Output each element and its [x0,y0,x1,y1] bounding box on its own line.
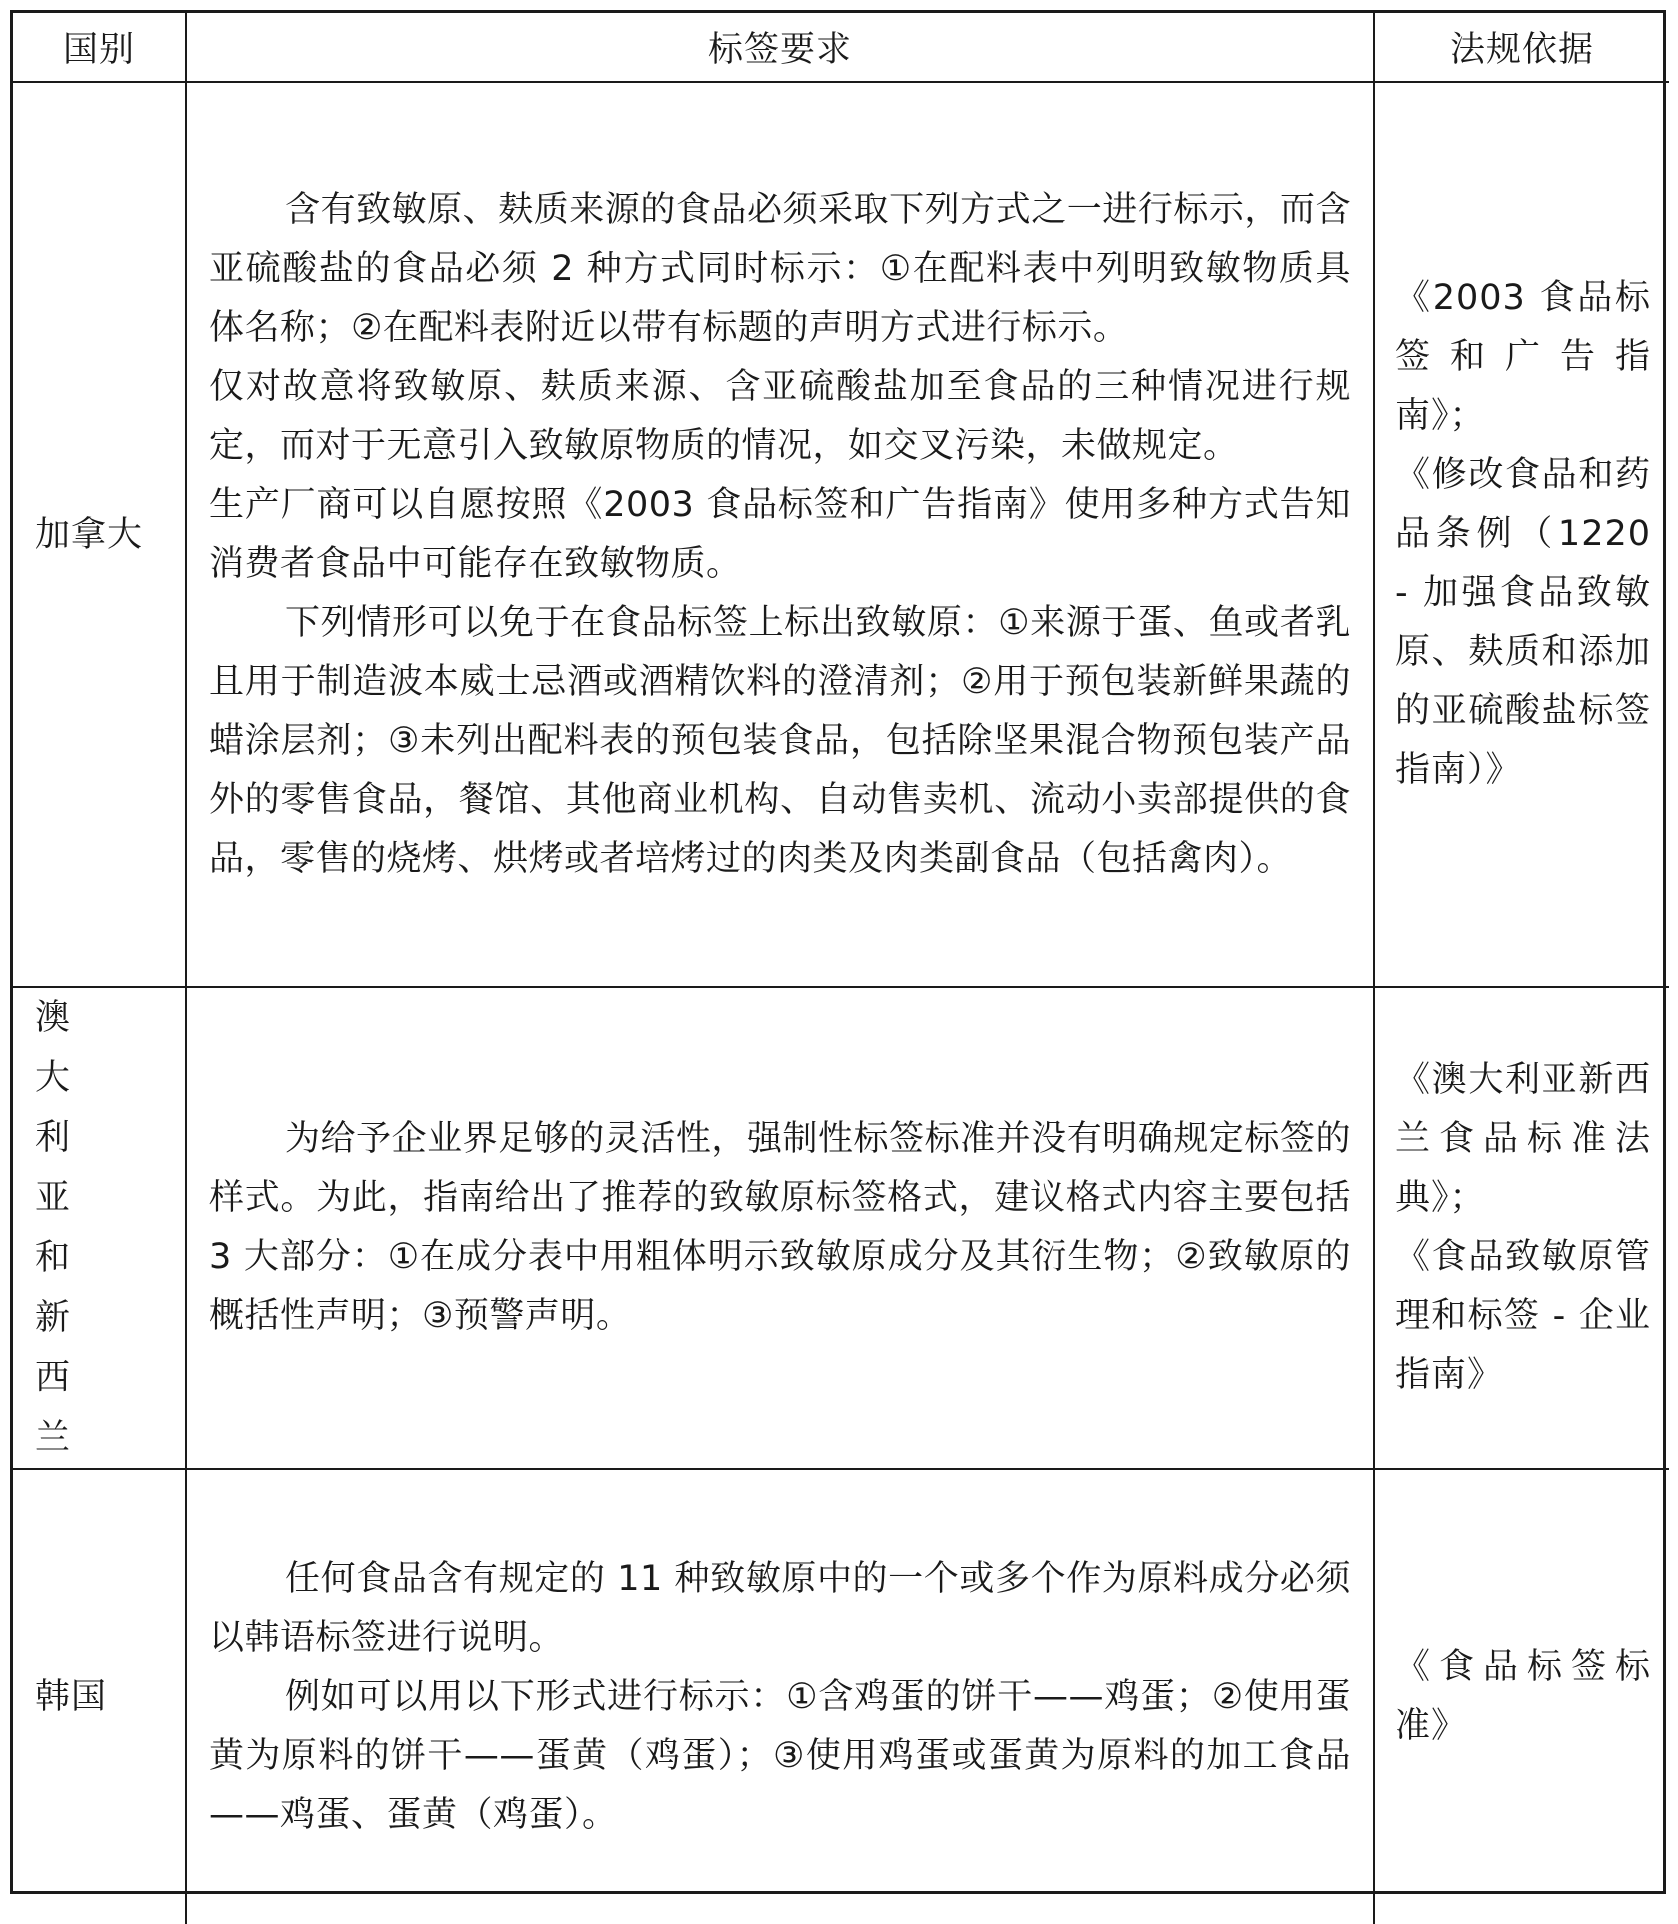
requirement-paragraph: 生产厂商可以自愿按照《2003 食品标签和广告指南》使用多种方式告知消费者食品中可能存在致敏物质。 [209,484,1351,584]
country-name: 澳大利亚和新西兰 [35,998,72,1458]
requirement-cell [186,987,1374,1469]
table-row-korea [13,1469,1669,1924]
header-country: 国别 [13,13,186,82]
table-header-row [13,13,1669,82]
table-row-australia-new-zealand [13,987,1669,1469]
requirement-paragraph: 含有致敏原、麸质来源的食品必须采取下列方式之一进行标示，而含亚硫酸盐的食品必须 2 种方式同时标示：①在配料表中列明致敏物质具体名称；②在配料表附近以带有标题的声明方式进行标示。 [209,189,1351,348]
basis-reference: 《澳大利亚新西兰食品标准法典》； [1395,1060,1651,1218]
table-row-canada [13,82,1669,987]
basis-reference: 《食品标签标准》 [1395,1647,1651,1746]
basis-reference: 《修改食品和药品条例（1220 - 加强食品致敏原、麸质和添加的亚硫酸盐标签指南）》 [1395,455,1651,790]
requirement-paragraph: 例如可以用以下形式进行标示：①含鸡蛋的饼干——鸡蛋；②使用蛋黄为原料的饼干——蛋黄（鸡蛋）；③使用鸡蛋或蛋黄为原料的加工食品——鸡蛋、蛋黄（鸡蛋）。 [209,1676,1351,1835]
requirement-paragraph: 仅对故意将致敏原、麸质来源、含亚硫酸盐加至食品的三种情况进行规定，而对于无意引入致敏原物质的情况，如交叉污染，未做规定。 [209,366,1351,466]
header-requirement: 标签要求 [186,13,1374,82]
country-cell [13,987,186,1469]
regulation-table-frame [10,10,1666,1894]
requirement-cell [186,1469,1374,1924]
requirement-cell [186,82,1374,987]
requirement-paragraph: 下列情形可以免于在食品标签上标出致敏原：①来源于蛋、鱼或者乳且用于制造波本威士忌酒或酒精饮料的澄清剂；②用于预包装新鲜果蔬的蜡涂层剂；③未列出配料表的预包装食品，包括除坚果混合物预包装产品外的零售食品，餐馆、其他商业机构、自动售卖机、流动小卖部提供的食品，零售的烧烤、烘烤或者培烤过的肉类及肉类副食品（包括禽肉）。 [209,602,1351,879]
requirement-paragraph: 任何食品含有规定的 11 种致敏原中的一个或多个作为原料成分必须以韩语标签进行说明。 [209,1558,1351,1658]
basis-cell [1374,987,1669,1469]
basis-reference: 《2003 食品标签和广告指南》； [1395,278,1651,436]
basis-cell [1374,82,1669,987]
country-cell: 加拿大 [13,82,186,987]
country-cell: 韩国 [13,1469,186,1924]
header-basis: 法规依据 [1374,13,1669,82]
requirement-paragraph: 为给予企业界足够的灵活性，强制性标签标准并没有明确规定标签的样式。为此，指南给出了推荐的致敏原标签格式，建议格式内容主要包括 3 大部分：①在成分表中用粗体明示致敏原成分及其衍生物；②致敏原的概括性声明；③预警声明。 [209,1119,1351,1336]
basis-reference: 《食品致敏原管理和标签 - 企业指南》 [1395,1237,1651,1395]
basis-cell [1374,1469,1669,1924]
allergen-labeling-table [13,13,1669,1924]
